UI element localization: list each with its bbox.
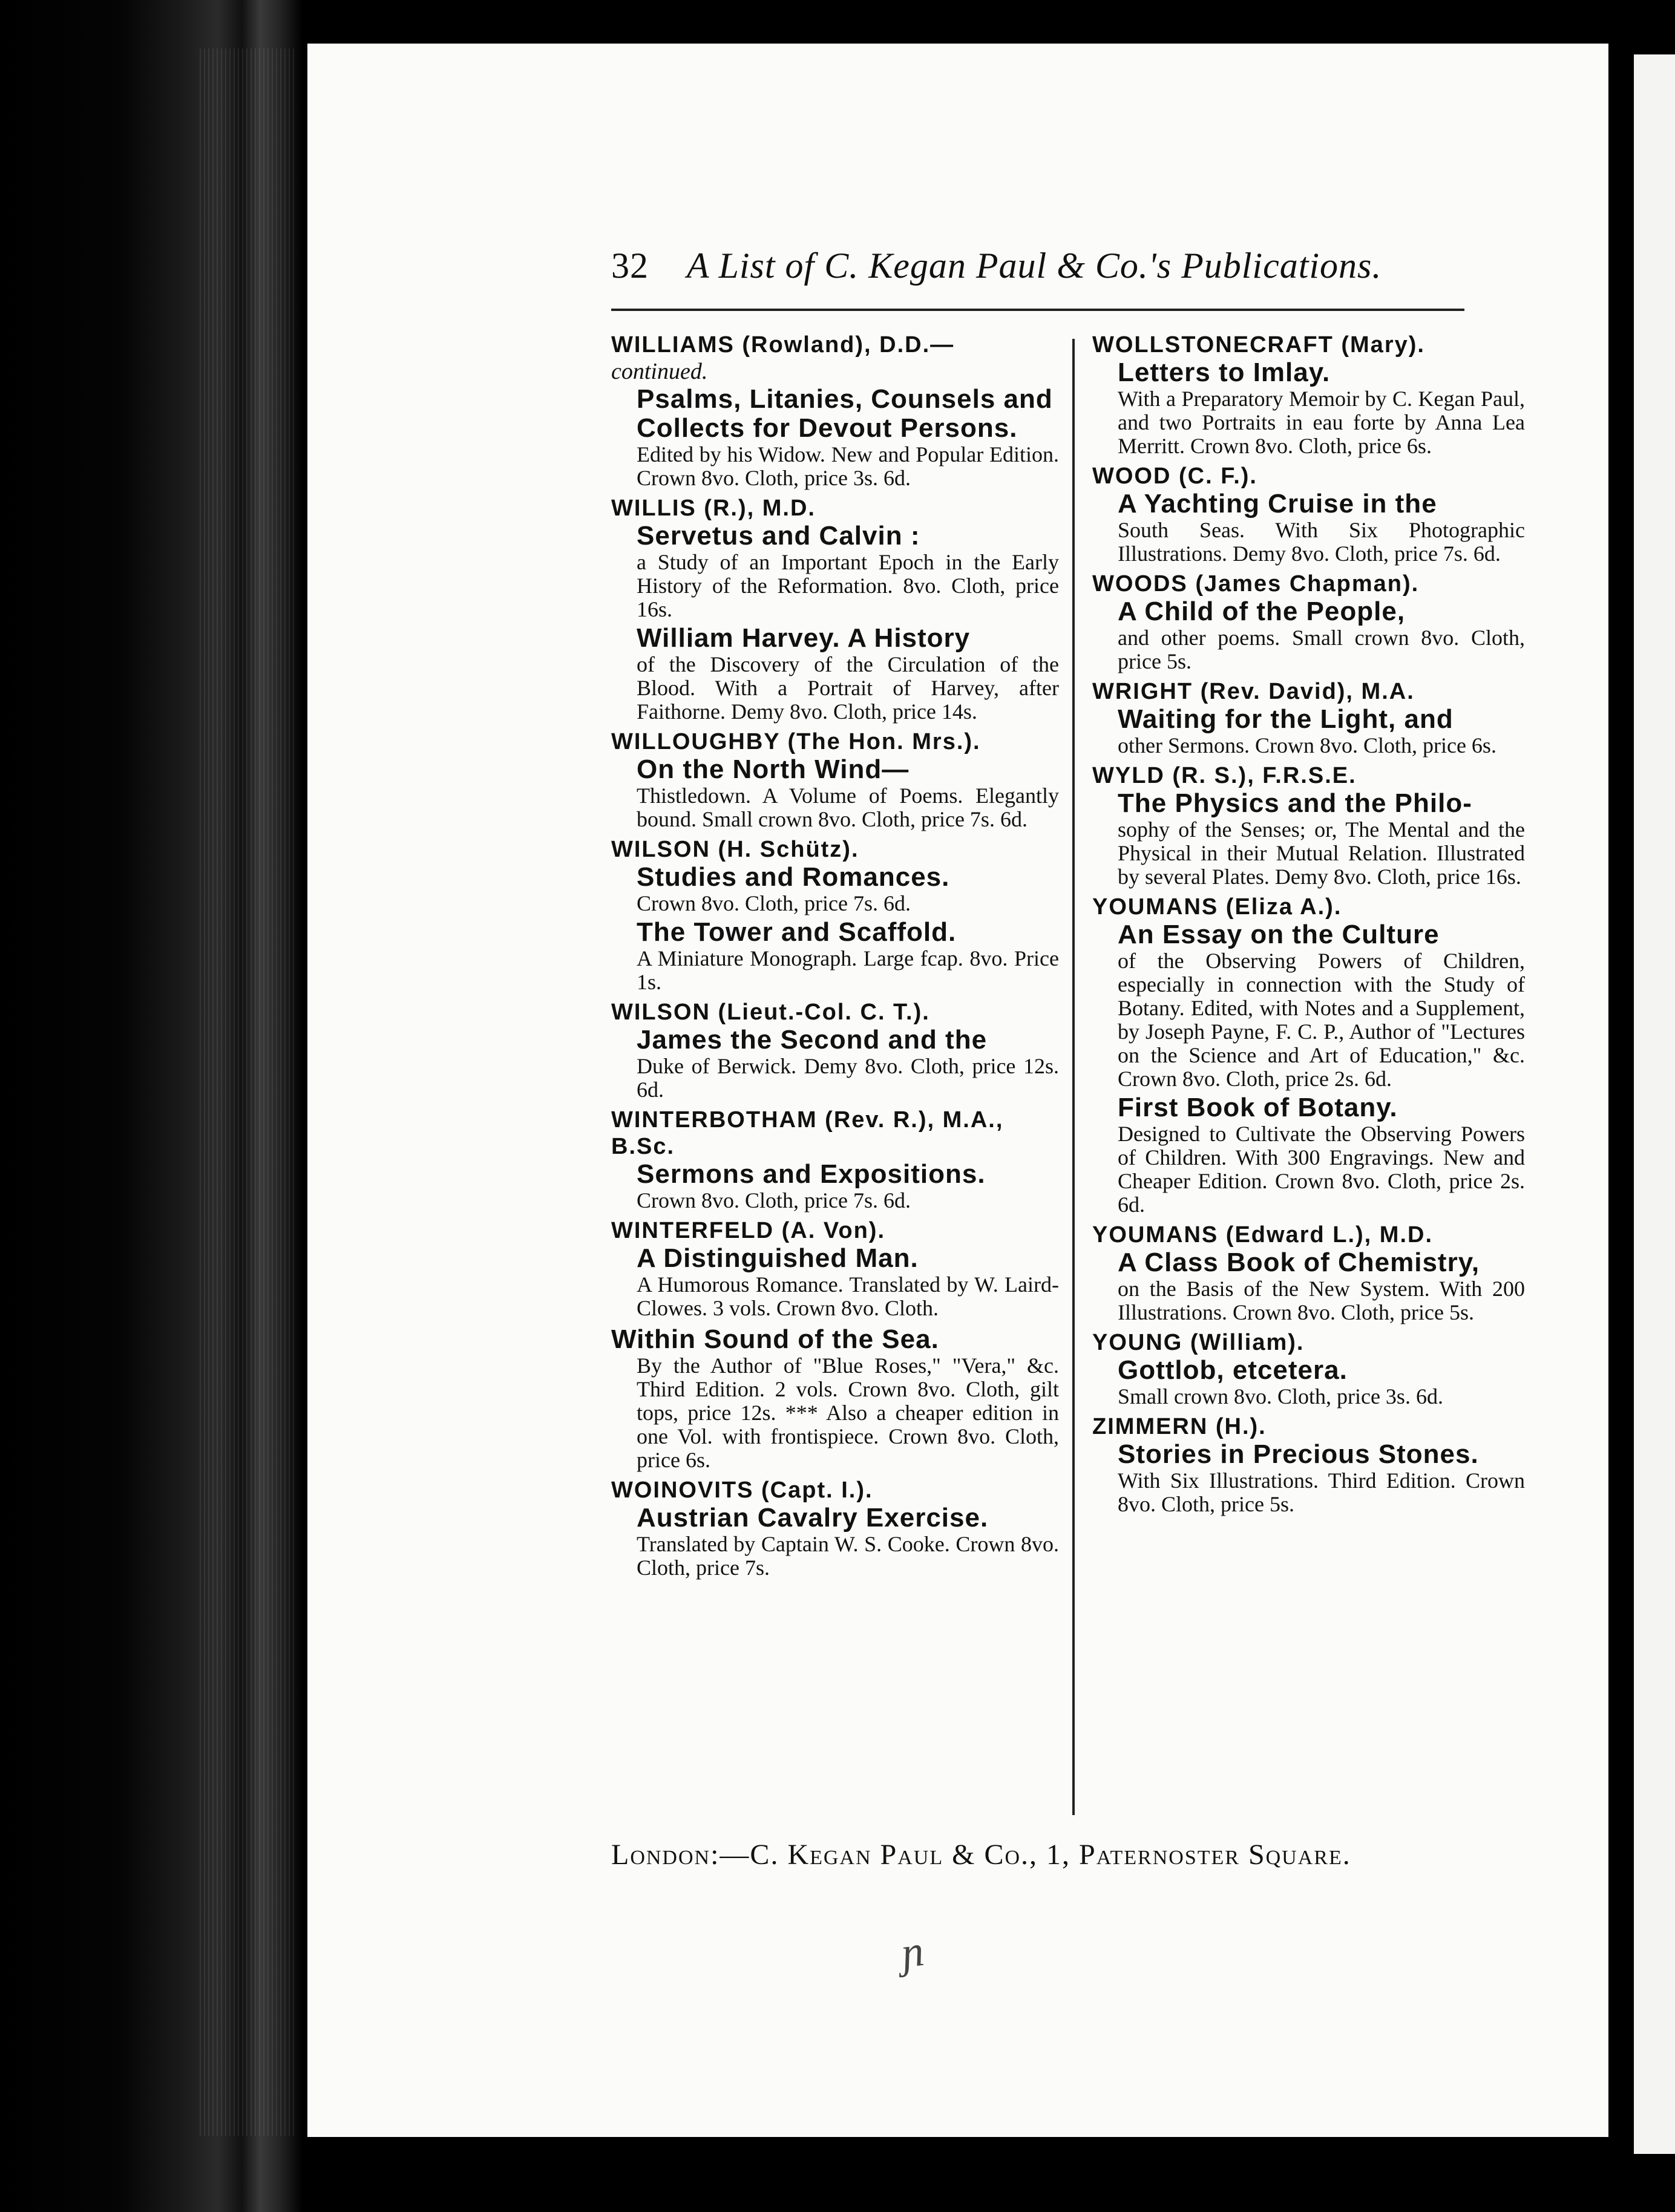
author-heading — [1092, 678, 1525, 705]
book-title: Stories in Precious Stones. — [1118, 1439, 1479, 1469]
publisher-footer: London:—C. Kegan Paul & Co., 1, Paternoster Square. — [611, 1839, 1351, 1871]
catalogue-entry — [1092, 332, 1525, 458]
author-name: WINTERFELD (A. Von). — [611, 1218, 886, 1243]
author-heading — [611, 1477, 1059, 1504]
author-heading — [1092, 1329, 1525, 1356]
author-name: WOOD (C. F.). — [1092, 463, 1257, 489]
book-listing — [611, 755, 1059, 831]
author-name: WILLIS (R.), M.D. — [611, 496, 816, 521]
author-name: YOUMANS (Edward L.), M.D. — [1092, 1222, 1433, 1248]
book-title: Studies and Romances. — [637, 862, 950, 892]
book-details: Edited by his Widow. New and Popular Edition. Crown 8vo. Cloth, price 3s. 6d. — [637, 442, 1059, 490]
catalogue-entry — [611, 1477, 1059, 1580]
book-details: South Seas. With Six Photographic Illustrations. Demy 8vo. Cloth, price 7s. 6d. — [1118, 518, 1525, 566]
catalogue-entry — [1092, 678, 1525, 758]
book-details: other Sermons. Crown 8vo. Cloth, price 6s. — [1118, 733, 1496, 758]
author-heading — [611, 728, 1059, 755]
book-details: Thistledown. A Volume of Poems. Elegantly bound. Small crown 8vo. Cloth, price 7s. 6d. — [637, 784, 1059, 831]
pencil-mark: ɲ — [898, 1926, 927, 1978]
book-fore-edge — [0, 0, 303, 2212]
book-title: First Book of Botany. — [1118, 1093, 1398, 1122]
book-listing — [1092, 597, 1525, 673]
running-title: A List of C. Kegan Paul & Co.'s Publications. — [686, 246, 1382, 286]
author-heading — [611, 836, 1059, 863]
book-listing — [611, 1354, 1059, 1472]
book-listing — [1092, 1356, 1525, 1409]
author-name: YOUMANS (Eliza A.). — [1092, 894, 1342, 920]
author-heading — [611, 1217, 1059, 1244]
book-listing — [1092, 358, 1525, 458]
book-listing — [1092, 1440, 1525, 1516]
column-rule — [1072, 339, 1075, 1815]
catalogue-entry — [1092, 1329, 1525, 1409]
book-title: Austrian Cavalry Exercise. — [637, 1503, 989, 1533]
catalogue-entry — [1092, 463, 1525, 566]
book-title: An Essay on the Culture — [1118, 920, 1440, 949]
book-listing — [611, 1160, 1059, 1212]
book-listing — [611, 624, 1059, 724]
author-heading — [1092, 762, 1525, 789]
catalogue-entry — [1092, 894, 1525, 1217]
catalogue-entry — [1092, 1222, 1525, 1324]
catalogue-entry — [611, 728, 1059, 831]
author-heading — [611, 332, 1059, 385]
catalogue-entry — [611, 1325, 1059, 1472]
book-title: James the Second and the — [637, 1025, 988, 1055]
author-name: WILLOUGHBY (The Hon. Mrs.). — [611, 729, 981, 754]
book-details: Crown 8vo. Cloth, price 7s. 6d. — [637, 891, 911, 915]
author-name: ZIMMERN (H.). — [1092, 1414, 1267, 1439]
book-listing — [1092, 705, 1525, 758]
page-edge-lines — [200, 48, 297, 2136]
author-name: WOINOVITS (Capt. I.). — [611, 1477, 873, 1503]
book-details: Duke of Berwick. Demy 8vo. Cloth, price 12s. 6d. — [637, 1054, 1059, 1102]
book-details: Translated by Captain W. S. Cooke. Crown 8vo. Cloth, price 7s. — [637, 1532, 1059, 1580]
book-title: The Physics and the Philo- — [1118, 788, 1472, 818]
book-title: Gottlob, etcetera. — [1118, 1355, 1348, 1385]
author-name: WILLIAMS (Rowland), D.D.— — [611, 332, 955, 358]
author-name: WOLLSTONECRAFT (Mary). — [1092, 332, 1425, 358]
author-name: YOUNG (William). — [1092, 1330, 1305, 1355]
book-title: Psalms, Litanies, Counsels and Collects for Devout Persons. — [637, 384, 1053, 443]
catalogue-entry — [611, 836, 1059, 994]
book-details: With a Preparatory Memoir by C. Kegan Paul, and two Portraits in eau forte by Anna Lea Merritt. Crown 8vo. Cloth, price 6s. — [1118, 387, 1525, 458]
book-title: A Class Book of Chemistry, — [1118, 1248, 1480, 1277]
book-details: Designed to Cultivate the Observing Powers of Children. With 300 Engravings. New and Cheaper Edition. Crown 8vo. Cloth, price 2s. 6d. — [1118, 1122, 1525, 1217]
right-column — [1092, 332, 1525, 1521]
author-name: WILSON (Lieut.-Col. C. T.). — [611, 1000, 930, 1025]
book-listing — [1092, 1248, 1525, 1324]
catalogue-entry — [1092, 762, 1525, 889]
book-details: of the Discovery of the Circulation of the Blood. With a Portrait of Harvey, after Faithorne. Demy 8vo. Cloth, price 14s. — [637, 652, 1059, 724]
page-header — [611, 245, 1464, 287]
book-details: By the Author of "Blue Roses," "Vera," &c. Third Edition. 2 vols. Crown 8vo. Cloth, gilt tops, price 12s. *** Also a cheaper edition in one Vol. with frontispiece. Crown 8vo. Cloth, price 6s. — [637, 1353, 1059, 1472]
book-details: With Six Illustrations. Third Edition. Crown 8vo. Cloth, price 5s. — [1118, 1468, 1525, 1516]
author-heading — [1092, 332, 1525, 358]
book-listing — [611, 385, 1059, 490]
book-listing — [1092, 1093, 1525, 1217]
book-listing — [1092, 489, 1525, 566]
book-details: A Miniature Monograph. Large fcap. 8vo. Price 1s. — [637, 946, 1059, 994]
book-listing — [611, 1504, 1059, 1580]
book-title: Letters to Imlay. — [1118, 358, 1331, 387]
header-rule — [611, 309, 1464, 311]
book-title: Servetus and Calvin : — [637, 521, 920, 551]
author-heading — [611, 1107, 1059, 1160]
author-heading — [1092, 894, 1525, 920]
author-name: WRIGHT (Rev. David), M.A. — [1092, 679, 1415, 704]
book-title: A Yachting Cruise in the — [1118, 489, 1437, 519]
page-number: 32 — [611, 246, 649, 286]
book-title: The Tower and Scaffold. — [637, 917, 957, 947]
author-heading — [611, 495, 1059, 522]
book-title: William Harvey. A History — [637, 623, 971, 653]
book-details: on the Basis of the New System. With 200 Illustrations. Crown 8vo. Cloth, price 5s. — [1118, 1277, 1525, 1324]
book-listing — [611, 522, 1059, 621]
author-name: WYLD (R. S.), F.R.S.E. — [1092, 763, 1357, 788]
book-listing — [1092, 920, 1525, 1091]
book-details: sophy of the Senses; or, The Mental and the Physical in their Mutual Relation. Illustrated by several Plates. Demy 8vo. Cloth, price 16s. — [1118, 817, 1525, 889]
left-column — [611, 332, 1059, 1585]
book-title: Waiting for the Light, and — [1118, 704, 1454, 734]
catalogue-entry — [1092, 571, 1525, 673]
book-listing — [611, 1244, 1059, 1320]
book-title: A Distinguished Man. — [637, 1243, 919, 1273]
author-name: WILSON (H. Schütz). — [611, 837, 859, 862]
catalogue-entry — [611, 1107, 1059, 1212]
book-title: A Child of the People, — [1118, 597, 1406, 626]
book-listing — [611, 863, 1059, 915]
book-listing — [1092, 789, 1525, 889]
book-details: of the Observing Powers of Children, especially in connection with the Study of Botany. Edited, with Notes and a Supplement, by Joseph Payne, F. C. P., Author of "Lectures on the Science and Art of Education," &c. Crown 8vo. Cloth, price 2s. 6d. — [1118, 949, 1525, 1091]
continued-note: continued. — [611, 359, 708, 384]
author-heading — [611, 999, 1059, 1026]
book-details: Small crown 8vo. Cloth, price 3s. 6d. — [1118, 1384, 1443, 1409]
catalogue-entry — [1092, 1413, 1525, 1516]
catalogue-entry — [611, 1217, 1059, 1320]
book-details: a Study of an Important Epoch in the Early History of the Reformation. 8vo. Cloth, price 16s. — [637, 550, 1059, 621]
book-title: Within Sound of the Sea. — [611, 1324, 939, 1354]
book-title: Sermons and Expositions. — [637, 1159, 986, 1189]
author-name: WINTERBOTHAM (Rev. R.), M.A., B.Sc. — [611, 1107, 1004, 1159]
author-heading — [1092, 1222, 1525, 1248]
next-page-edge — [1634, 54, 1675, 2154]
catalogue-entry — [611, 999, 1059, 1102]
book-details: A Humorous Romance. Translated by W. Laird-Clowes. 3 vols. Crown 8vo. Cloth. — [637, 1272, 1059, 1320]
author-heading — [1092, 571, 1525, 597]
book-details: and other poems. Small crown 8vo. Cloth, price 5s. — [1118, 626, 1525, 673]
book-details: Crown 8vo. Cloth, price 7s. 6d. — [637, 1188, 911, 1212]
author-heading — [1092, 463, 1525, 489]
author-heading — [1092, 1413, 1525, 1440]
book-listing — [611, 918, 1059, 994]
catalogue-entry — [611, 495, 1059, 724]
book-listing — [611, 1026, 1059, 1102]
author-name: WOODS (James Chapman). — [1092, 571, 1420, 597]
book-title: On the North Wind— — [637, 754, 910, 784]
catalogue-entry — [611, 332, 1059, 490]
